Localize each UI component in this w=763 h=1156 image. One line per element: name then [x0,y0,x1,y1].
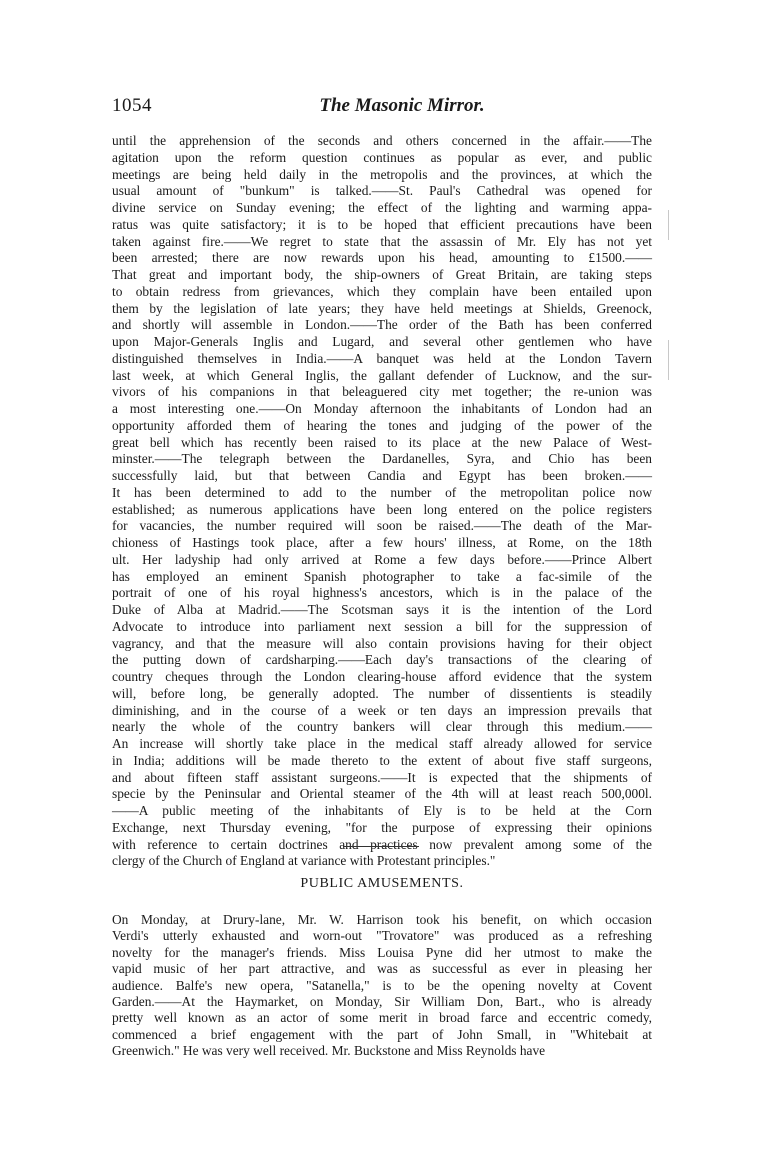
article-line: That great and important body, the ship-owners of Great Britain, are taking steps [112,267,652,282]
section-line: vapid music of her part attractive, and was as successful as ever in pleasing her [112,961,652,977]
section-line: On Monday, at Drury-lane, Mr. W. Harrison took his benefit, on which occasion [112,912,652,927]
article-line: taken against fire.——We regret to state that the assassin of Mr. Ely has not yet [112,233,652,249]
article-line: country cheques through the London clearing-house afford evidence that the system [112,669,652,684]
margin-rule [668,340,669,380]
article-line: until the apprehension of the seconds and others concerned in the affair.——The [112,133,652,148]
article-line: clergy of the Church of England at variance with Protestant principles." [112,853,496,869]
article-line: last week, at which General Inglis, the gallant defender of Lucknow, and the sur- [112,367,652,383]
section-line: Greenwich." He was very well received. Mr. Buckstone and Miss Reynolds have [112,1043,546,1059]
section-line: Garden.——At the Haymarket, on Monday, Sir William Don, Bart., who is already [112,994,652,1010]
article-line: agitation upon the reform question continues as popular as ever, and public [112,149,652,165]
margin-rule [668,210,669,240]
article-line: It has been determined to add to the number of the metropolitan police now [112,484,652,500]
article-line: vagrancy, and that the measure will also contain provisions having for their object [112,635,652,651]
article-line: has employed an eminent Spanish photographer to take a fac-simile of the [112,568,652,584]
section-line: novelty for the manager's friends. Miss Louisa Pyne did her utmost to make the [112,944,652,960]
section-body [112,912,652,1060]
article-line: distinguished themselves in India.——A banquet was held at the London Tavern [112,350,652,366]
section-line: Verdi's utterly exhausted and worn-out "Trovatore" was produced as a refreshing [112,928,652,944]
article-line: established; as numerous applications have been long entered on the police registers [112,501,652,517]
article-line: minster.——The telegraph between the Dardanelles, Syra, and Chio has been [112,451,652,467]
article-line: ult. Her ladyship had only arrived at Rome a few days before.——Prince Albert [112,551,652,567]
article-line: will, before long, be generally adopted. The number of dissentients is steadily [112,685,652,701]
section-line: audience. Balfe's new opera, "Satanella," is to be the opening novelty at Covent [112,977,652,993]
article-line: in India; additions will be made thereto to the extent of about five staff surgeons, [112,752,652,768]
article-line: opportunity afforded them of hearing the tones and judging of the power of the [112,417,652,433]
article-line: to obtain redress from grievances, which they complain have been entailed upon [112,283,652,299]
article-line: chioness of Hastings took place, after a few hours' illness, at Rome, on the 18th [112,535,652,550]
article-line: and shortly will assemble in London.——The order of the Bath has been conferred [112,317,652,333]
section-line: commenced a brief engagement with the part of John Small, in "Whitebait at [112,1026,652,1042]
article-line: Advocate to introduce into parliament next session a bill for the suppression of [112,618,652,634]
article-line: diminishing, and in the course of a week or ten days an impression prevails that [112,702,652,718]
article-line: Exchange, next Thursday evening, "for the purpose of expressing their opinions [112,819,652,835]
article-line: specie by the Peninsular and Oriental steamer of the 4th will at least reach 500,000l. [112,786,652,802]
article-line: them by the legislation of late years; they have held meetings at Shields, Greenock, [112,300,652,316]
article-line: ratus was quite satisfactory; it is to be hoped that efficient precautions have been [112,216,652,232]
article-line: great bell which has recently been raised to its place at the new Palace of West- [112,434,652,450]
article-line: successfully laid, but that between Candia and Egypt has been broken.—— [112,468,652,483]
article-line: ——A public meeting of the inhabitants of Ely is to be held at the Corn [112,803,652,818]
running-title: The Masonic Mirror. [319,95,485,116]
page-header [112,95,652,121]
article-line: the putting down of cardsharping.——Each day's transactions of the clearing of [112,652,652,668]
section-divider [343,846,419,847]
article-line: upon Major-Generals Inglis and Lugard, and several other gentlemen who have [112,334,652,349]
article-line: portrait of one of his royal highness's ancestors, which is in the palace of the [112,585,652,601]
article-line: divine service on Sunday evening; the effect of the lighting and warming appa- [112,200,652,215]
article-line: for vacancies, the number required will soon be raised.——The death of the Mar- [112,518,652,534]
article-line: with reference to certain doctrines and practices now prevalent among some of the [112,836,652,852]
article-line: meetings are being held daily in the metropolis and the provinces, at which the [112,166,652,182]
article-line: a most interesting one.——On Monday afternoon the inhabitants of London had an [112,401,652,416]
article-line: nearly the whole of the country bankers will clear through this medium.—— [112,719,652,735]
section-line: pretty well known as an actor of some merit in broad farce and eccentric comedy, [112,1010,652,1026]
page-number: 1054 [112,95,152,116]
article-line: Duke of Alba at Madrid.——The Scotsman says it is the intention of the Lord [112,602,652,617]
article-line: usual amount of "bunkum" is talked.——St. Paul's Cathedral was opened for [112,183,652,199]
article-line: vivors of his companions in that beleaguered city met together; the re-union was [112,384,652,400]
section-title: PUBLIC AMUSEMENTS. [300,876,464,891]
article-line: and about fifteen staff assistant surgeons.——It is expected that the shipments of [112,769,652,785]
article-body [112,133,652,870]
article-line: been arrested; there are now rewards upon his head, amounting to £1500.—— [112,250,652,266]
article-line: An increase will shortly take place in the medical staff already allowed for service [112,736,652,751]
